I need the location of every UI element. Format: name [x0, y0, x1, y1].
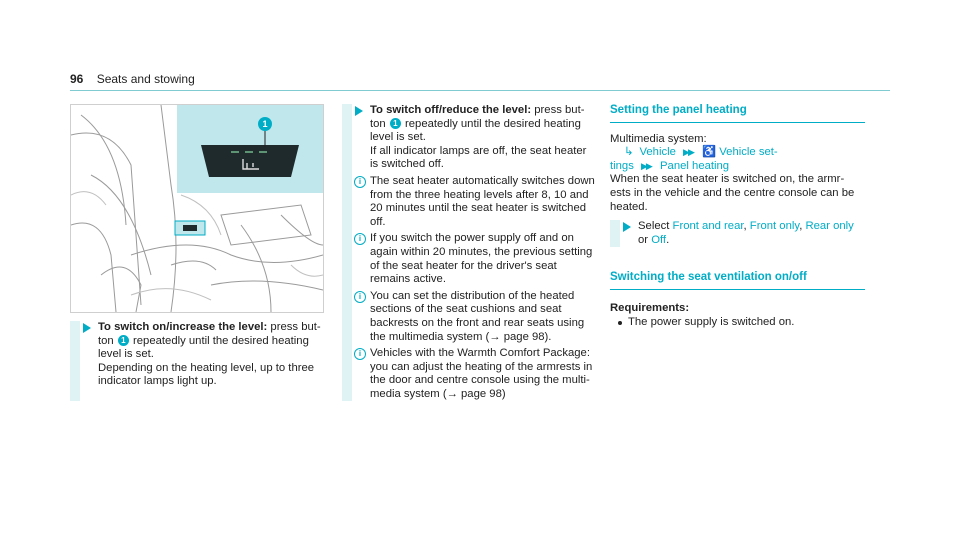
info-icon: i	[354, 233, 366, 245]
callout-1-icon: 1	[118, 335, 129, 346]
note-power-cycle: i If you switch the power supply off and on again within 20 minutes, the previous setting of the seat heater for the driver's seat remains active.	[342, 232, 600, 286]
column-3: Setting the panel heating Multimedia system: ↳ Vehicle ▶▶ ♿ Vehicle set- tings ▶▶ Panel heating When the seat heater is switched on, the armr- ests in the vehicle and the centre console can be heated. Select Front and rear, Front only, Rear only or Off. Switching the seat ventilation on/off Requirements: The power supply is switched on.	[610, 104, 892, 329]
requirements-label: Requirements:	[610, 301, 690, 314]
page-number: 96	[70, 72, 84, 86]
callout-1-icon: 1	[390, 118, 401, 129]
info-icon: i	[354, 176, 366, 188]
path-vehicle-settings[interactable]: Vehicle set-	[719, 146, 778, 159]
path-arrow-icon: ▶▶	[683, 147, 693, 158]
option-front-only[interactable]: Front only	[749, 220, 800, 233]
callout-number: 1	[262, 119, 268, 129]
option-off[interactable]: Off	[651, 233, 667, 246]
action-arrow-icon	[623, 222, 631, 232]
requirement-item: The power supply is switched on.	[610, 316, 892, 330]
step-switch-off: To switch off/reduce the level: press but- ton 1 repeatedly until the desired heating level is set. If all indicator lamps are off, the seat heater is switched off. i The seat heater automatically switches down from the three heating levels after 8, 10 and 20 minutes until the seat heater is switched off. i If you switch the power supply off and on again within 20 minutes, the previous setting of the seat heater for the driver's seat remains active. i You can set the distribution of the heated sections of the seat cushions and seat backrests on the front and rear seats using the multimedia system (→ page 98). i Vehicles with the Warmth Comfort Package: you can adjust the heating of the armrests in the door and centre console using the multi- media system (→ page 98)	[342, 104, 600, 401]
car-settings-icon: ♿	[702, 146, 717, 159]
column-2	[342, 104, 600, 401]
path-arrow-icon: ▶▶	[641, 160, 651, 171]
section-title: Seats and stowing	[96, 72, 195, 86]
step-select-option: Select Front and rear, Front only, Rear only or Off.	[610, 220, 892, 247]
note-distribution: i You can set the distribution of the heated sections of the seat cushions and seat backrests on the front and rear seats using the multimedia system (→ page 98).	[342, 290, 600, 344]
car-interior-drawing	[71, 105, 323, 312]
header-rule	[70, 90, 890, 91]
option-rear-only[interactable]: Rear only	[805, 220, 854, 233]
seat-ventilation-heading: Switching the seat ventilation on/off	[610, 271, 865, 290]
note-auto-switch-down: i The seat heater automatically switches down from the three heating levels after 8, 10 and 20 minutes until the seat heater is switched off.	[342, 175, 600, 229]
option-front-and-rear[interactable]: Front and rear	[672, 220, 744, 233]
info-icon: i	[354, 291, 366, 303]
action-arrow-icon	[355, 106, 363, 116]
action-arrow-icon	[83, 323, 91, 333]
page-header	[70, 72, 195, 86]
panel-heating-heading: Setting the panel heating	[610, 104, 865, 123]
menu-path-icon: ↳	[624, 146, 634, 159]
step-switch-on: To switch on/increase the level: press but- ton 1 repeatedly until the desired heating level is set. Depending on the heating level, up to three indicator lamps light up.	[70, 321, 322, 401]
path-vehicle[interactable]: Vehicle	[639, 146, 676, 159]
column-1	[70, 321, 322, 401]
note-warmth-comfort: i Vehicles with the Warmth Comfort Package: you can adjust the heating of the armrests in the door and centre console using the multi- media system (→ page 98)	[342, 347, 600, 401]
info-icon: i	[354, 348, 366, 360]
path-panel-heating[interactable]: Panel heating	[660, 159, 730, 172]
seat-heater-illustration	[70, 104, 324, 313]
